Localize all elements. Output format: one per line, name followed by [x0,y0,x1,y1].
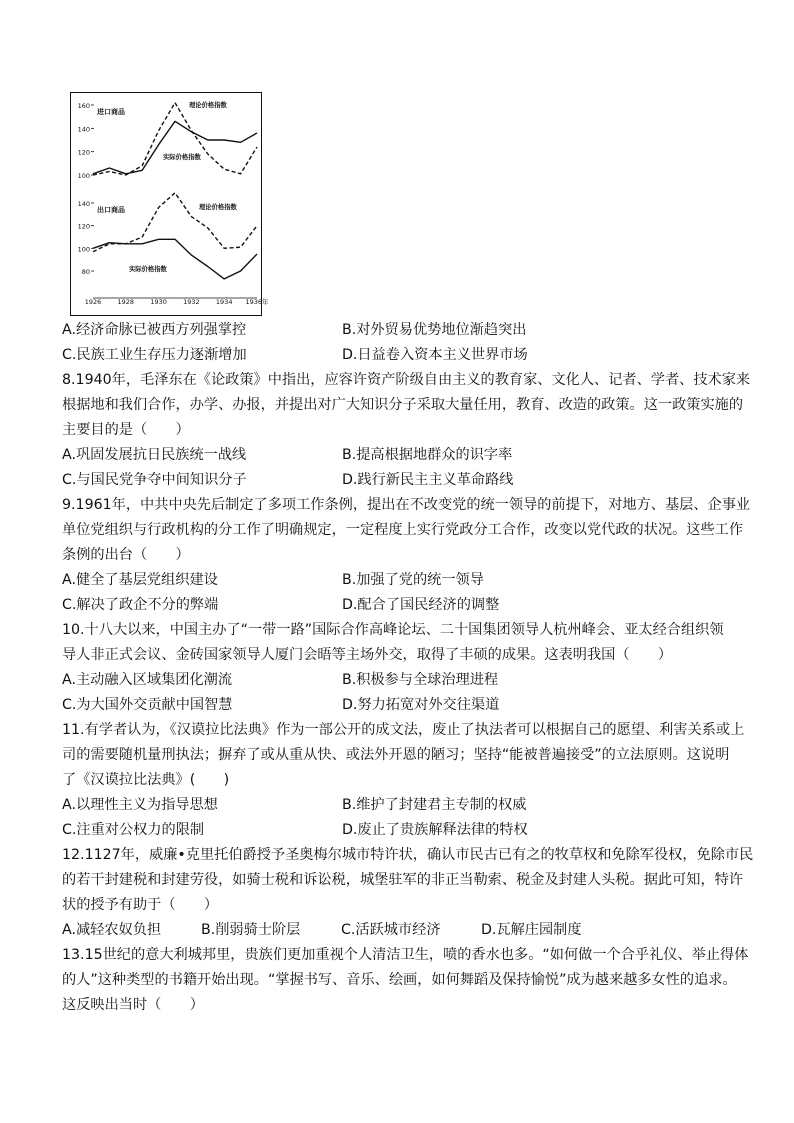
q9-stem-line-3: 条例的出台（ ） [62,547,190,563]
q7-options-row-2 [62,343,752,368]
actual-price-line [93,239,257,279]
q10-option-a[interactable]: A.主动融入区域集团化潮流 [62,672,233,688]
q8-options-row-2 [62,468,752,493]
x-tick-label: 1932 [183,298,200,306]
q10-options-row-1 [62,668,752,693]
q12-option-c[interactable]: C.活跃城市经济 [341,922,441,938]
actual-price-line [93,121,257,174]
q11-option-a[interactable]: A.以理性主义为指导思想 [62,797,218,813]
q13-stem-line-3: 这反映出当时（ ） [62,997,204,1013]
price-index-chart [70,92,269,316]
series-label: 实际价格指数 [129,266,167,273]
q11-options-row-1 [62,793,752,818]
series-label: 理论价格指数 [189,102,227,109]
y-tick-label: 80 [81,268,90,276]
q13-stem-line-2: 的人”这种类型的书籍开始出现。“掌握书写、音乐、绘画，如何舞蹈及保持愉悦”成为越来越多女性的追求。 [62,972,737,988]
q8-stem-line-1: 8.1940年，毛泽东在《论政策》中指出，应容许资产阶级自由主义的教育家、文化人、记者、学者、技术家来 [62,372,751,388]
panel-title: 出口商品 [97,206,125,214]
q11-option-d[interactable]: D.废止了贵族解释法律的特权 [342,822,528,838]
y-tick-label: 100 [77,245,90,254]
q9-option-b[interactable]: B.加强了党的统一领导 [342,572,484,588]
q7-option-d[interactable]: D.日益卷入资本主义世界市场 [342,347,528,363]
q10-options-row-2 [62,693,752,718]
q9-option-c[interactable]: C.解决了政企不分的弊端 [62,597,219,613]
question-text [62,318,752,1018]
q11-option-c[interactable]: C.注重对公权力的限制 [62,822,205,838]
q7-option-c[interactable]: C.民族工业生存压力逐渐增加 [62,347,247,363]
x-tick-label: 1930 [150,298,167,306]
q11-stem-line-2: 司的需要随机量刑执法；摒弃了或从重从快、或法外开恩的陋习；坚持“能被普遍接受”的立法原则。这说明 [62,747,730,763]
x-tick-label: 1928 [117,298,135,306]
q10-stem-line-2: 导人非正式会议、金砖国家领导人厦门会晤等主场外交，取得了丰硕的成果。这表明我国（ ） [62,647,673,663]
q11-option-b[interactable]: B.维护了封建君主专制的权威 [342,797,527,813]
q7-options-row-1 [62,318,752,343]
q10-option-b[interactable]: B.积极参与全球治理进程 [342,672,499,688]
q12-stem-line-2: 的若干封建税和封建劳役，如骑士税和诉讼税，城堡驻军的非正当勒索、税金及封建人头税。据此可知，特许 [62,872,744,888]
q8-options-row-1 [62,443,752,468]
q12-option-b[interactable]: B.削弱骑士阶层 [201,922,301,938]
panel-title: 进口商品 [97,108,125,116]
q10-stem-line-1: 10.十八大以来，中国主办了“一带一路”国际合作高峰论坛、二十国集团领导人杭州峰会、亚太经合组织领 [62,622,724,638]
q13-stem-line-1: 13.15世纪的意大利城邦里，贵族们更加重视个人清洁卫生，喷的香水也多。“如何做一个合乎礼仪、举止得体 [62,947,749,963]
q9-options-row-1 [62,568,752,593]
q8-option-b[interactable]: B.提高根据地群众的识字率 [342,447,513,463]
q9-option-d[interactable]: D.配合了国民经济的调整 [342,597,500,613]
q7-option-a[interactable]: A.经济命脉已被西方列强掌控 [62,322,247,338]
y-tick-label: 120 [77,148,90,157]
q8-stem-line-3: 主要目的是（ ） [62,422,190,438]
q11-stem-line-1: 11.有学者认为，《汉谟拉比法典》作为一部公开的成文法，废止了执法者可以根据自己的愿望、利害关系或上 [62,722,745,738]
q12-stem-line-1: 12.1127年，威廉•克里托伯爵授予圣奥梅尔城市特许状，确认市民古已有之的牧草权和免除军役权，免除市民 [62,847,754,863]
q12-option-d[interactable]: D.瓦解庄园制度 [481,922,582,938]
x-tick-label: 1934 [215,298,233,306]
q8-stem-line-2: 根据地和我们合作，办学、办报，并提出对广大知识分子采取大量任用，教育、改造的政策。这一政策实施的 [62,397,744,413]
y-tick-label: 100 [77,172,90,180]
x-tick-label: 1926 [84,298,102,306]
y-tick-label: 160 [77,102,90,110]
series-label: 理论价格指数 [199,204,237,211]
q12-options-row [62,918,752,943]
q9-stem-line-2: 单位党组织与行政机构的分工作了明确规定，一定程度上实行党政分工合作，改变以党代政的状况。这些工作 [62,522,744,538]
q11-stem-line-3: 了《汉谟拉比法典》( ) [62,772,230,788]
series-label: 实际价格指数 [163,154,201,161]
q7-option-b[interactable]: B.对外贸易优势地位渐趋突出 [342,322,527,338]
y-tick-label: 120 [77,222,90,231]
q12-option-a[interactable]: A.减轻农奴负担 [62,922,162,938]
y-tick-label: 140 [77,125,90,134]
q9-options-row-2 [62,593,752,618]
q9-stem-line-1: 9.1961年，中共中央先后制定了多项工作条例，提出在不改变党的统一领导的前提下，对地方、基层、企事业 [62,497,751,513]
q10-option-c[interactable]: C.为大国外交贡献中国智慧 [62,697,233,713]
q8-option-a[interactable]: A.巩固发展抗日民族统一战线 [62,447,247,463]
q9-option-a[interactable]: A.健全了基层党组织建设 [62,572,218,588]
q8-option-c[interactable]: C.与国民党争夺中间知识分子 [62,472,247,488]
y-tick-label: 140 [77,200,90,208]
q8-option-d[interactable]: D.践行新民主主义革命路线 [342,472,514,488]
q10-option-d[interactable]: D.努力拓宽对外交往渠道 [342,697,500,713]
q11-options-row-2 [62,818,752,843]
x-tick-label: 1936年 [245,298,269,306]
price-index-chart-svg [71,93,269,315]
q12-stem-line-3: 状的授予有助于（ ） [62,897,219,913]
